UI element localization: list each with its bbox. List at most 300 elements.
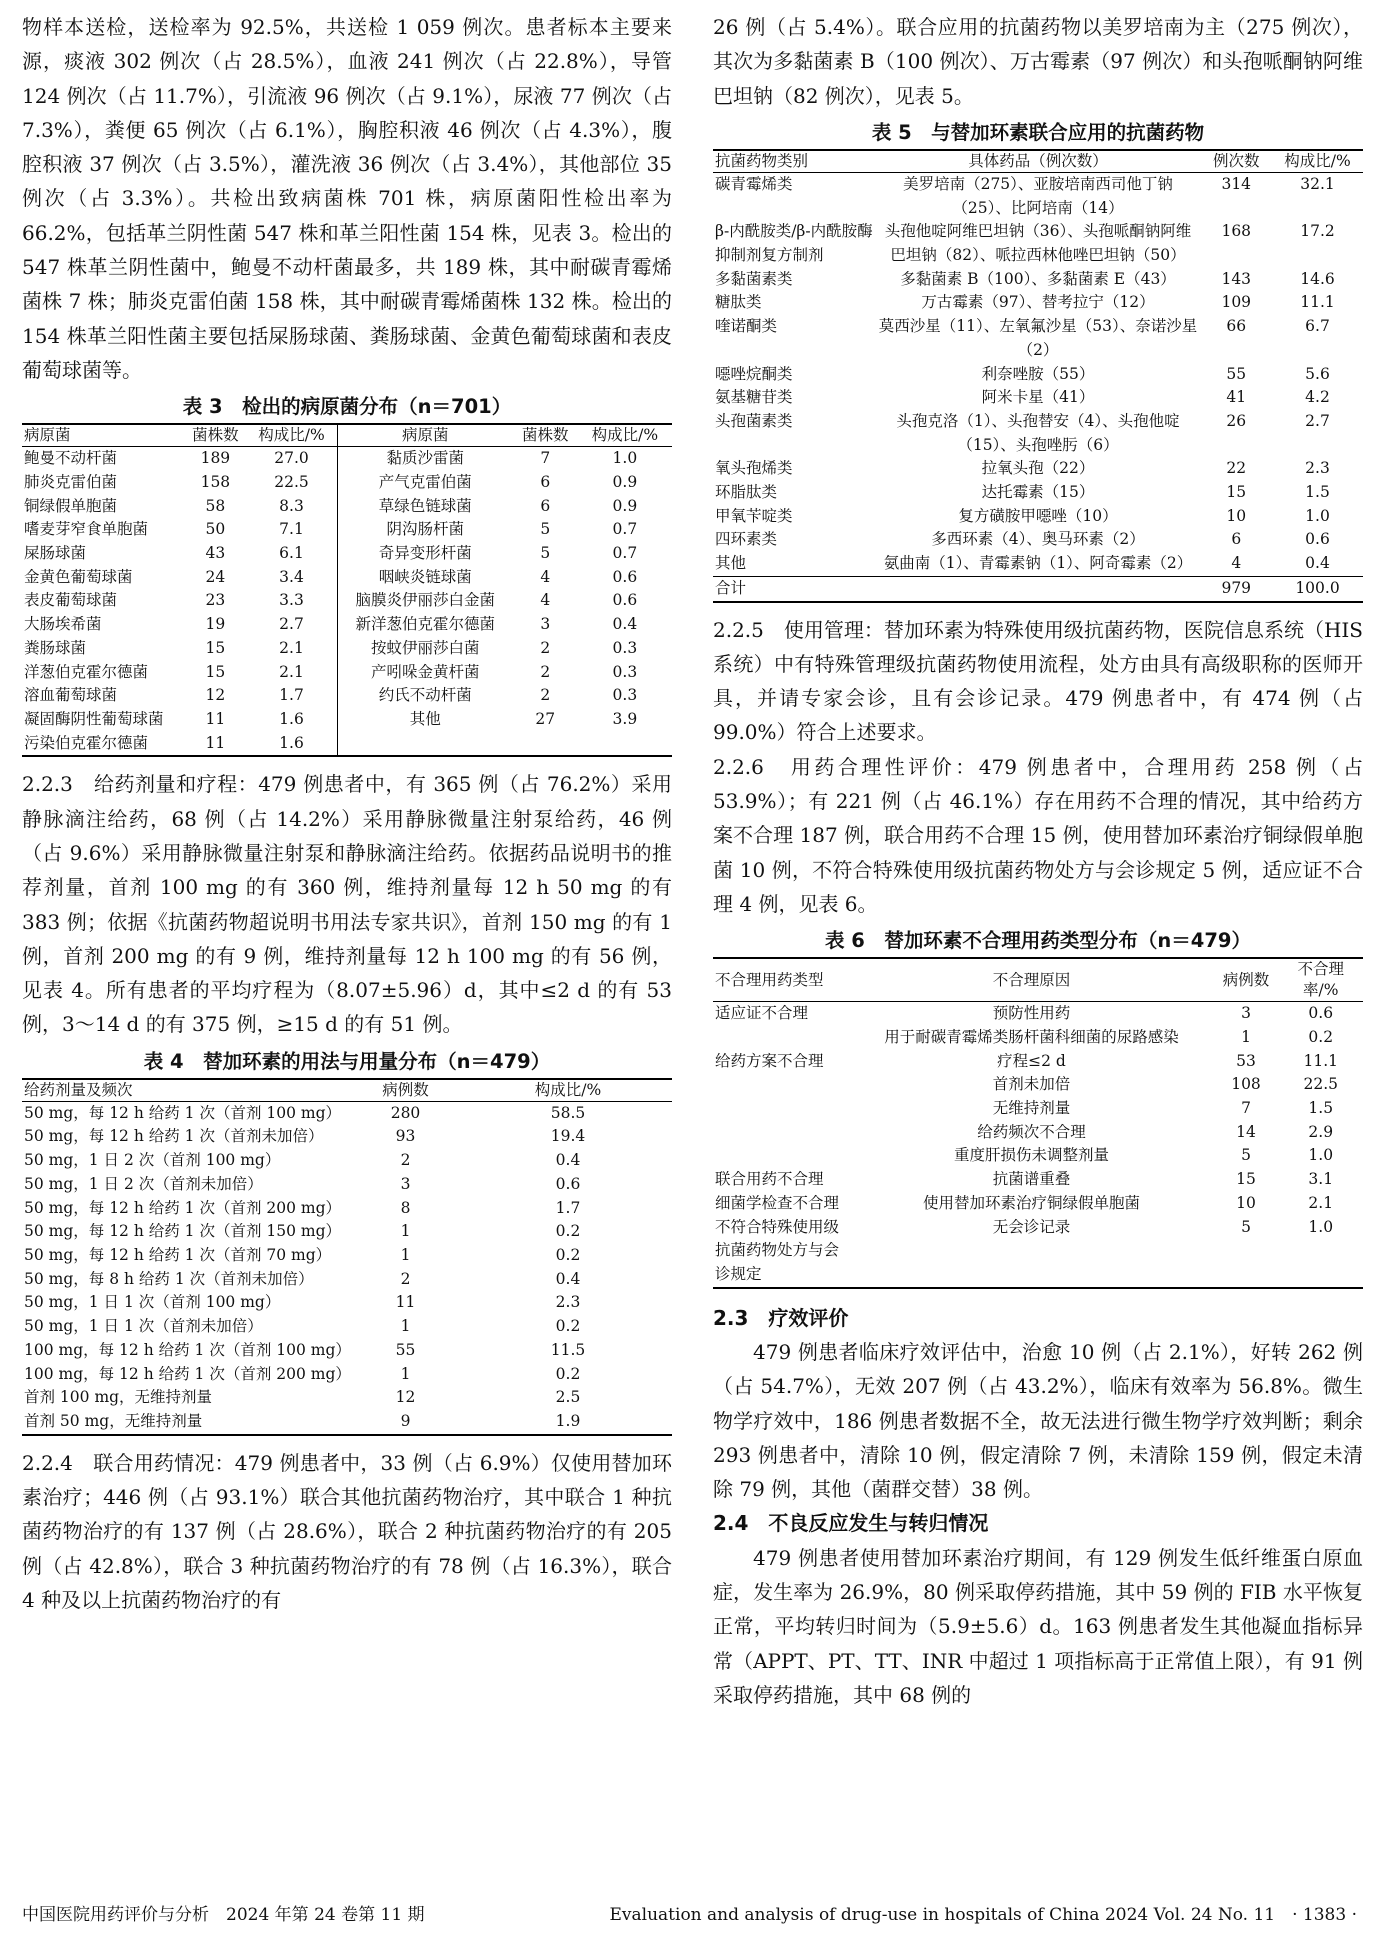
table5 [713, 149, 1363, 603]
table-cell: 11 [395, 1293, 416, 1312]
table-cell: 27.0 [274, 449, 309, 468]
table-cell: 6.1 [279, 544, 304, 563]
table-cell: 万古霉素（97）、替考拉宁（12） [921, 293, 1155, 312]
table-cell: 1.6 [246, 732, 337, 757]
table-cell: 头孢克洛（1）、头孢替安（4）、头孢他啶（15）、头孢唑肟（6） [896, 411, 1180, 454]
paragraph-specimen-sources: 物样本送检，送检率为 92.5%，共送检 1 059 例次。患者标本主要来源，痰液 302 例次（占 28.5%），血液 241 例次（占 22.8%），导管 124 例次（占 11.7%），引流液 96 例次（占 9.1%），尿液 77 例次（占 7.3%），粪便 65 例次（占 6.1%），胸腔积液 46 例次（占 4.3%），腹腔积液 37 例次（占 3.5%），灌洗液 36 例次（占 3.4%），其他部位 35 例次（占 3.3%）。共检出致病菌株 701 株，病原菌阳性检出率为 66.2%，包括革兰阴性菌 547 株和革兰阳性菌 154 株，见表 3。检出的 547 株革兰阴性菌中，鲍曼不动杆菌最多，共 189 株，其中耐碳青霉烯菌株 7 株；肺炎克雷伯菌 158 株，其中耐碳青霉烯菌株 132 株。检出的 154 株革兰阳性菌主要包括屎肠球菌、粪肠球菌、金黄色葡萄球菌和表皮葡萄球菌等。 [22, 15, 672, 382]
table4-row [22, 1410, 672, 1435]
table-cell: 0.6 [1308, 1004, 1334, 1023]
table-cell: 3 [400, 1174, 411, 1193]
table-cell: 11 [205, 710, 226, 728]
table-cell: 979 [1201, 576, 1273, 601]
table-cell: 2.1 [1308, 1193, 1334, 1212]
table-cell: 0.4 [555, 1151, 581, 1170]
table-cell: 158 [200, 472, 231, 491]
table-cell: 50 mg，1 日 2 次（首剂未加倍） [24, 1174, 263, 1193]
table-cell [876, 576, 1201, 601]
table-cell: 0.6 [1305, 530, 1330, 549]
table-cell: 3.4 [279, 567, 304, 586]
table-cell: 给药方案不合理 [715, 1051, 824, 1070]
table-cell: 抗菌谱重叠 [992, 1170, 1071, 1189]
table-cell: 27 [535, 710, 556, 728]
table6-row [713, 1168, 1363, 1192]
table-cell: 2 [400, 1151, 411, 1170]
table-cell: 1.0 [1308, 1146, 1334, 1165]
table-cell: 疗程≤2 d [997, 1051, 1066, 1070]
table-cell: 41 [1226, 388, 1247, 407]
table-cell: 金黄色葡萄球菌 [24, 567, 133, 586]
table-cell: 2 [400, 1269, 411, 1288]
table-cell: 1.5 [1305, 483, 1330, 502]
table-cell: 氧头孢烯类 [715, 459, 793, 478]
table-cell: 2.3 [1305, 459, 1330, 478]
table-cell: 93 [395, 1127, 416, 1146]
table-cell: 15 [1236, 1170, 1256, 1189]
table-cell: 预防性用药 [992, 1004, 1071, 1023]
table-cell: 0.6 [612, 567, 638, 586]
paragraph-2-2-4: 2.2.4 联合用药情况：479 例患者中，33 例（占 6.9%）仅使用替加环素治疗；446 例（占 93.1%）联合其他抗菌药物治疗，其中联合 1 种抗菌药物治疗的有 137 例（占 28.6%），联合 2 种抗菌药物治疗的有 205 例（占 42.8%），联合 3 种抗菌药物治疗的有 78 例（占 16.3%），联合 4 种及以上抗菌药物治疗的有 [22, 1450, 672, 1612]
table-cell: 0.9 [612, 496, 638, 515]
table-cell: 头孢他啶阿维巴坦钠（36）、头孢哌酮钠阿维巴坦钠（82）、哌拉西林他唑巴坦钠（50） [884, 222, 1192, 264]
table5-row [713, 457, 1363, 481]
table-cell: 50 mg，每 12 h 给药 1 次（首剂 100 mg） [24, 1103, 342, 1122]
table-cell [513, 732, 578, 757]
table-cell: 新洋葱伯克霍尔德菌 [337, 613, 513, 637]
table4-caption: 表 4 替加环素的用法与用量分布（n＝479） [143, 1049, 551, 1073]
table6-header: 不合理原因 [850, 958, 1214, 1002]
table4-header: 构成比/% [464, 1079, 672, 1102]
table-cell: 0.3 [612, 638, 638, 657]
table-cell: 多黏菌素类 [715, 269, 793, 288]
table-cell: 11.1 [1303, 1051, 1338, 1070]
table-cell: 多西环素（4）、奥马环素（2） [931, 530, 1145, 549]
table-cell: 2 [540, 686, 551, 705]
table6-row [713, 1216, 1363, 1288]
table-cell: 0.2 [1308, 1027, 1334, 1046]
table-cell: 11.1 [1300, 293, 1335, 312]
table-cell [713, 1144, 850, 1168]
table-cell: 适应证不合理 [715, 1004, 809, 1023]
table-cell: 头孢菌素类 [715, 411, 793, 430]
table4-row [22, 1244, 672, 1268]
table-cell: 糖肽类 [715, 293, 762, 312]
table5-row [713, 481, 1363, 505]
table-cell [337, 732, 513, 757]
table-cell: 5 [1241, 1146, 1251, 1165]
table-cell: 314 [1221, 174, 1252, 193]
table-cell: 2.1 [279, 638, 304, 657]
table4-row [22, 1268, 672, 1292]
table-cell: 55 [1226, 364, 1247, 383]
table6-row [713, 1026, 1363, 1050]
table-cell: 5.6 [1305, 364, 1330, 383]
table-cell: 6 [540, 472, 551, 491]
table-cell [713, 1097, 850, 1121]
table-cell: 大肠埃希菌 [24, 615, 102, 634]
table-cell: 15 [1226, 483, 1247, 502]
table5-header: 例次数 [1201, 150, 1273, 173]
paragraph-2-4: 479 例患者使用替加环素治疗期间，有 129 例发生低纤维蛋白原血症，发生率为 26.9%，80 例采取停药措施，其中 59 例的 FIB 水平恢复正常，平均转归时间为（5.9±5.6）d。163 例患者发生其他凝血指标异常（APPT、PT、TT、INR 中超过 1 项指标高于正常值上限），有 91 例采取停药措施，其中 68 例的 [713, 1545, 1363, 1707]
table6-caption: 表 6 替加环素不合理用药类型分布（n＝479） [825, 929, 1251, 953]
table-cell: 5 [540, 520, 551, 539]
table4 [22, 1078, 672, 1436]
table6-row [713, 1192, 1363, 1216]
table-cell: 奇异变形杆菌 [337, 542, 513, 566]
table-cell: 6 [1231, 530, 1242, 549]
table3-header: 构成比/% [246, 424, 337, 447]
table4-row [22, 1149, 672, 1173]
table-cell: 10 [1226, 506, 1247, 525]
table-cell: 4 [540, 567, 551, 586]
table-cell: 其他 [337, 708, 513, 732]
table3-caption: 表 3 检出的病原菌分布（n＝701） [182, 395, 512, 419]
table-cell: 0.2 [555, 1222, 581, 1241]
table5-header: 具体药品（例次数） [876, 150, 1201, 173]
table-cell: 11 [185, 732, 247, 757]
table3-header: 病原菌 [337, 424, 513, 447]
table6-row [713, 1144, 1363, 1168]
table-cell [713, 1073, 850, 1097]
table-cell: 1.0 [1305, 506, 1330, 525]
footer-journal-en: Evaluation and analysis of drug-use in hospitals of China 2024 Vol. 24 No. 11 · 1383 · [609, 1905, 1357, 1925]
table3-row [22, 732, 672, 757]
table-cell: 1.5 [1308, 1099, 1334, 1118]
table-cell: 黏质沙雷菌 [337, 447, 513, 471]
table-cell: 0.4 [555, 1269, 581, 1288]
table-cell: 2 [540, 662, 551, 681]
table4-row [22, 1363, 672, 1387]
table-cell: 0.6 [612, 591, 638, 610]
table3-header-row [22, 424, 672, 447]
paragraph-2-3: 479 例患者临床疗效评估中，治愈 10 例（占 2.1%），好转 262 例（占 54.7%），无效 207 例（占 43.2%），临床有效率为 56.8%。微生物学疗效中，186 例患者数据不全，故无法进行微生物学疗效判断；剩余 293 例患者中，清除 10 例，假定清除 7 例，未清除 159 例，假定未清除 79 例，其他（菌群交替）38 例。 [713, 1339, 1363, 1502]
table-cell: 2.9 [1308, 1122, 1334, 1141]
table-cell: 0.3 [612, 662, 638, 681]
section-heading-2-3: 2.3 疗效评价 [713, 1305, 849, 1330]
left-column [22, 10, 672, 1617]
table-cell: 23 [205, 591, 226, 610]
table-cell: 0.7 [612, 544, 638, 563]
table6-header: 病例数 [1214, 958, 1279, 1002]
table-cell: 3.9 [612, 710, 638, 728]
table-cell: 100 mg，每 12 h 给药 1 次（首剂 200 mg） [24, 1364, 351, 1383]
table-cell: 咽峡炎链球菌 [337, 566, 513, 590]
table4-header: 病例数 [347, 1079, 464, 1102]
table5-row [713, 291, 1363, 315]
table-cell: 喹诺酮类 [715, 317, 778, 336]
table-cell: 50 [205, 520, 226, 539]
table3-row [22, 637, 672, 661]
table5-header-row [713, 150, 1363, 173]
table-cell [713, 1026, 850, 1050]
table5-row [713, 315, 1363, 362]
table3-row [22, 684, 672, 708]
table-cell: 12 [205, 686, 226, 705]
table-cell: 19 [205, 615, 226, 634]
table-cell: 50 mg，1 日 2 次（首剂 100 mg） [24, 1151, 281, 1170]
table-cell: 9 [347, 1410, 464, 1435]
table-cell: 168 [1221, 222, 1252, 241]
page-footer [22, 1900, 1357, 1925]
table-cell: 环脂肽类 [715, 483, 778, 502]
table-cell: 1.0 [1279, 1216, 1364, 1288]
table-cell: 多黏菌素 B（100）、多黏菌素 E（43） [900, 269, 1176, 288]
table-cell: 阿米卡星（41） [981, 388, 1095, 407]
table6-row [713, 1050, 1363, 1074]
table-cell: 首剂 50 mg，无维持剂量 [22, 1410, 347, 1435]
table5-row [713, 505, 1363, 529]
table4-row [22, 1291, 672, 1315]
table3-row [22, 613, 672, 637]
table3-header: 菌株数 [185, 424, 247, 447]
table-cell: 280 [390, 1103, 421, 1122]
table-cell: 32.1 [1300, 174, 1335, 193]
table-cell: 2.3 [555, 1293, 581, 1312]
table-cell: 碳青霉烯类 [715, 174, 793, 193]
table-cell: 7.1 [279, 520, 304, 539]
table5-caption: 表 5 与替加环素联合应用的抗菌药物 [871, 120, 1205, 144]
table5-row [713, 363, 1363, 387]
table-cell: 1.7 [555, 1198, 581, 1217]
paragraph-combination-cont: 26 例（占 5.4%）。联合应用的抗菌药物以美罗培南为主（275 例次），其次为多黏菌素 B（100 例次）、万古霉素（97 例次）和头孢哌酮钠阿维巴坦钠（82 例次），见表 5。 [713, 15, 1363, 108]
table-cell: 甲氧苄啶类 [715, 506, 793, 525]
table-cell: 50 mg，1 日 1 次（首剂 100 mg） [24, 1293, 281, 1312]
table-cell: 7 [540, 449, 551, 468]
table-cell: 8 [400, 1198, 411, 1217]
table-cell: 58.5 [550, 1103, 586, 1122]
table-cell: 58 [205, 496, 226, 515]
table-cell: 其他 [715, 554, 747, 573]
table-cell: 表皮葡萄球菌 [24, 591, 118, 610]
table-cell: 鲍曼不动杆菌 [24, 449, 118, 468]
paragraph-2-2-3: 2.2.3 给药剂量和疗程：479 例患者中，有 365 例（占 76.2%）采用静脉滴注给药，68 例（占 14.2%）采用静脉微量注射泵给药，46 例（占 9.6%）采用静脉微量注射泵和静脉滴注给药。依据药品说明书的推荐剂量，首剂 100 mg 的有 360 例，维持剂量每 12 h 50 mg 的有 383 例；依据《抗菌药物超说明书用法专家共识》，首剂 150 mg 的有 1 例，首剂 200 mg 的有 9 例，维持剂量每 12 h 100 mg 的有 56 例，见表 4。所有患者的平均疗程为（8.07±5.96）d，其中≤2 d 的有 53 例，3～14 d 的有 375 例，≥15 d 的有 51 例。 [22, 772, 672, 1037]
table-cell: 脑膜炎伊丽莎白金菌 [337, 589, 513, 613]
table-cell: 噁唑烷酮类 [715, 364, 793, 383]
table-cell: 1.6 [279, 710, 304, 728]
table-cell: 10 [1236, 1193, 1256, 1212]
table-cell: 0.4 [612, 615, 638, 634]
table3-header: 病原菌 [22, 424, 185, 447]
table-cell: 2 [540, 638, 551, 657]
table-cell: 66 [1226, 317, 1247, 336]
table-cell: 复方磺胺甲噁唑（10） [958, 506, 1118, 525]
table-cell: 合计 [713, 576, 876, 601]
table3-row [22, 542, 672, 566]
table-cell: 22.5 [1303, 1075, 1338, 1094]
table-cell: 7 [1241, 1099, 1251, 1118]
table-cell: 8.3 [279, 496, 304, 515]
table-cell: 5 [1214, 1216, 1279, 1288]
table6-row [713, 1002, 1363, 1026]
table5-total-row [713, 576, 1363, 601]
table-cell: 1 [400, 1364, 411, 1383]
table-cell: 四环素类 [715, 530, 778, 549]
table6-row [713, 1121, 1363, 1145]
table-cell: 氨基糖苷类 [715, 388, 793, 407]
table4-row [22, 1386, 672, 1410]
table-cell: 产气克雷伯菌 [337, 471, 513, 495]
table-cell: 43 [205, 544, 226, 563]
table-cell: 5 [540, 544, 551, 563]
table-cell: 使用替加环素治疗铜绿假单胞菌 [922, 1193, 1140, 1212]
table-cell: 首剂 100 mg，无维持剂量 [24, 1388, 213, 1407]
table-cell: 嗜麦芽窄食单胞菌 [24, 520, 149, 539]
table-cell: 用于耐碳青霉烯类肠杆菌科细菌的尿路感染 [884, 1027, 1179, 1046]
table-cell: 无会诊记录 [850, 1216, 1214, 1288]
table5-row [713, 528, 1363, 552]
table6-header: 不合理率/% [1279, 958, 1364, 1002]
table-cell: 24 [205, 567, 226, 586]
table-cell: 2.5 [555, 1388, 581, 1407]
table-cell: 给药频次不合理 [977, 1122, 1086, 1141]
table-cell: 143 [1221, 269, 1252, 288]
table3-row [22, 566, 672, 590]
table-cell: 约氏不动杆菌 [337, 684, 513, 708]
table-cell [578, 732, 672, 757]
table4-header: 给药剂量及频次 [22, 1079, 347, 1102]
table-cell: 2.7 [1305, 411, 1330, 430]
table-cell: 1.0 [612, 449, 638, 468]
table4-row [22, 1125, 672, 1149]
table-cell: 189 [200, 449, 231, 468]
table-cell: 50 mg，每 12 h 给药 1 次（首剂 150 mg） [24, 1222, 342, 1241]
table-cell: 12 [395, 1388, 416, 1407]
table4-row [22, 1197, 672, 1221]
table5-row [713, 172, 1363, 220]
table5-row [713, 552, 1363, 576]
table-cell: 达托霉素（15） [981, 483, 1095, 502]
table-cell: 按蚊伊丽莎白菌 [337, 637, 513, 661]
table-cell: 草绿色链球菌 [337, 495, 513, 519]
table-cell: 4.2 [1305, 388, 1330, 407]
table4-row [22, 1220, 672, 1244]
table-cell: 15 [205, 638, 226, 657]
table-cell: 55 [395, 1340, 416, 1359]
table3-row [22, 447, 672, 471]
table4-header-row [22, 1079, 672, 1102]
table6-header-row [713, 958, 1363, 1002]
table3-row [22, 471, 672, 495]
table5-header: 构成比/% [1272, 150, 1363, 173]
table-cell: 利奈唑胺（55） [981, 364, 1095, 383]
table5-row [713, 410, 1363, 457]
table-cell: 4 [540, 591, 551, 610]
table-cell: 美罗培南（275）、亚胺培南西司他丁钠（25）、比阿培南（14） [903, 174, 1173, 217]
table-cell: 1 [400, 1246, 411, 1264]
table6-row [713, 1073, 1363, 1097]
table-cell: 6.7 [1305, 317, 1330, 336]
table-cell: 粪肠球菌 [24, 638, 87, 657]
table-cell: 肺炎克雷伯菌 [24, 472, 118, 491]
table-cell: 3 [1241, 1004, 1251, 1023]
table6-row [713, 1097, 1363, 1121]
table4-row [22, 1101, 672, 1125]
table-cell: 11.5 [550, 1340, 586, 1359]
table-cell: 联合用药不合理 [715, 1170, 824, 1189]
table-cell: 3.1 [1308, 1170, 1334, 1189]
table-cell: 屎肠球菌 [24, 544, 87, 563]
paragraph-2-2-6: 2.2.6 用药合理性评价：479 例患者中，合理用药 258 例（占 53.9%）；有 221 例（占 46.1%）存在用药不合理的情况，其中给药方案不合理 187 例，联合用药不合理 15 例，使用替加环素治疗铜绿假单胞菌 10 例，不符合特殊使用级抗菌药物处方与会诊规定 5 例，适应证不合理 4 例，见表 6。 [713, 754, 1363, 916]
table-cell: 15 [205, 662, 226, 681]
table-cell: 不符合特殊使用级抗菌药物处方与会诊规定 [713, 1216, 850, 1288]
table-cell: 洋葱伯克霍尔德菌 [24, 662, 149, 681]
table-cell: 0.3 [612, 686, 638, 705]
table-cell: 6 [540, 496, 551, 515]
table-cell: 2.1 [279, 662, 304, 681]
table4-row [22, 1315, 672, 1339]
table-cell: 0.9 [612, 472, 638, 491]
table-cell: 1.7 [279, 686, 304, 705]
table-cell: 莫西沙星（11）、左氧氟沙星（53）、奈诺沙星（2） [878, 317, 1198, 359]
table3-row [22, 495, 672, 519]
table-cell: 阴沟肠杆菌 [337, 518, 513, 542]
table-cell: 100.0 [1272, 576, 1363, 601]
table5-row [713, 268, 1363, 292]
table-cell: 0.2 [555, 1364, 581, 1383]
table-cell: 3.3 [279, 591, 304, 610]
table-cell: 19.4 [550, 1127, 586, 1146]
right-column [713, 10, 1363, 1712]
table-cell: 1 [400, 1317, 411, 1336]
table-cell: 溶血葡萄球菌 [24, 686, 118, 705]
table-cell: 0.2 [555, 1246, 581, 1264]
table6 [713, 957, 1363, 1288]
table-cell: 拉氧头孢（22） [981, 459, 1095, 478]
table-cell: 53 [1236, 1051, 1256, 1070]
footer-journal-cn: 中国医院用药评价与分析 2024 年第 24 卷第 11 期 [22, 1905, 425, 1925]
table3-header: 构成比/% [578, 424, 672, 447]
table-cell: 22.5 [274, 472, 309, 491]
table-cell: 0.6 [555, 1174, 581, 1193]
table-cell: 26 [1226, 411, 1247, 430]
table5-row [713, 386, 1363, 410]
table-cell: 14 [1236, 1122, 1256, 1141]
table-cell: 100 mg，每 12 h 给药 1 次（首剂 100 mg） [24, 1340, 351, 1359]
table4-row [22, 1339, 672, 1363]
table-cell: 无维持剂量 [992, 1099, 1071, 1118]
table-cell: β-内酰胺类/β-内酰胺酶抑制剂复方制剂 [715, 222, 873, 264]
table-cell: 细菌学检查不合理 [715, 1193, 840, 1212]
table-cell [713, 1121, 850, 1145]
table-cell: 50 mg，每 8 h 给药 1 次（首剂未加倍） [24, 1269, 314, 1288]
table-cell: 1 [1241, 1027, 1251, 1046]
table-cell: 铜绿假单胞菌 [24, 496, 118, 515]
table-cell: 0.7 [612, 520, 638, 539]
table-cell: 污染伯克霍尔德菌 [22, 732, 185, 757]
table3 [22, 423, 672, 757]
table-cell: 14.6 [1300, 269, 1335, 288]
table-cell: 首剂未加倍 [992, 1075, 1071, 1094]
table6-header: 不合理用药类型 [713, 958, 850, 1002]
table-cell: 重度肝损伤未调整剂量 [953, 1146, 1109, 1165]
table-cell: 108 [1231, 1075, 1261, 1094]
table-cell: 4 [1231, 554, 1242, 573]
table4-row [22, 1173, 672, 1197]
table3-row [22, 661, 672, 685]
table-cell: 3 [540, 615, 551, 634]
table-cell: 1.9 [464, 1410, 672, 1435]
table-cell: 产吲哚金黄杆菌 [337, 661, 513, 685]
table-cell: 50 mg，每 12 h 给药 1 次（首剂 70 mg） [24, 1246, 332, 1264]
table3-row [22, 589, 672, 613]
table-cell: 凝固酶阴性葡萄球菌 [24, 710, 164, 728]
table-cell: 22 [1226, 459, 1247, 478]
table-cell: 0.2 [555, 1317, 581, 1336]
table-cell: 0.4 [1305, 554, 1330, 573]
table-cell: 50 mg，1 日 1 次（首剂未加倍） [24, 1317, 263, 1336]
table-cell: 17.2 [1300, 222, 1335, 241]
table-cell: 2.7 [279, 615, 304, 634]
paragraph-2-2-5: 2.2.5 使用管理：替加环素为特殊使用级抗菌药物，医院信息系统（HIS 系统）中有特殊管理级抗菌药物使用流程，处方由具有高级职称的医师开具，并请专家会诊，且有会诊记录。479 例患者中，有 474 例（占 99.0%）符合上述要求。 [713, 617, 1363, 745]
